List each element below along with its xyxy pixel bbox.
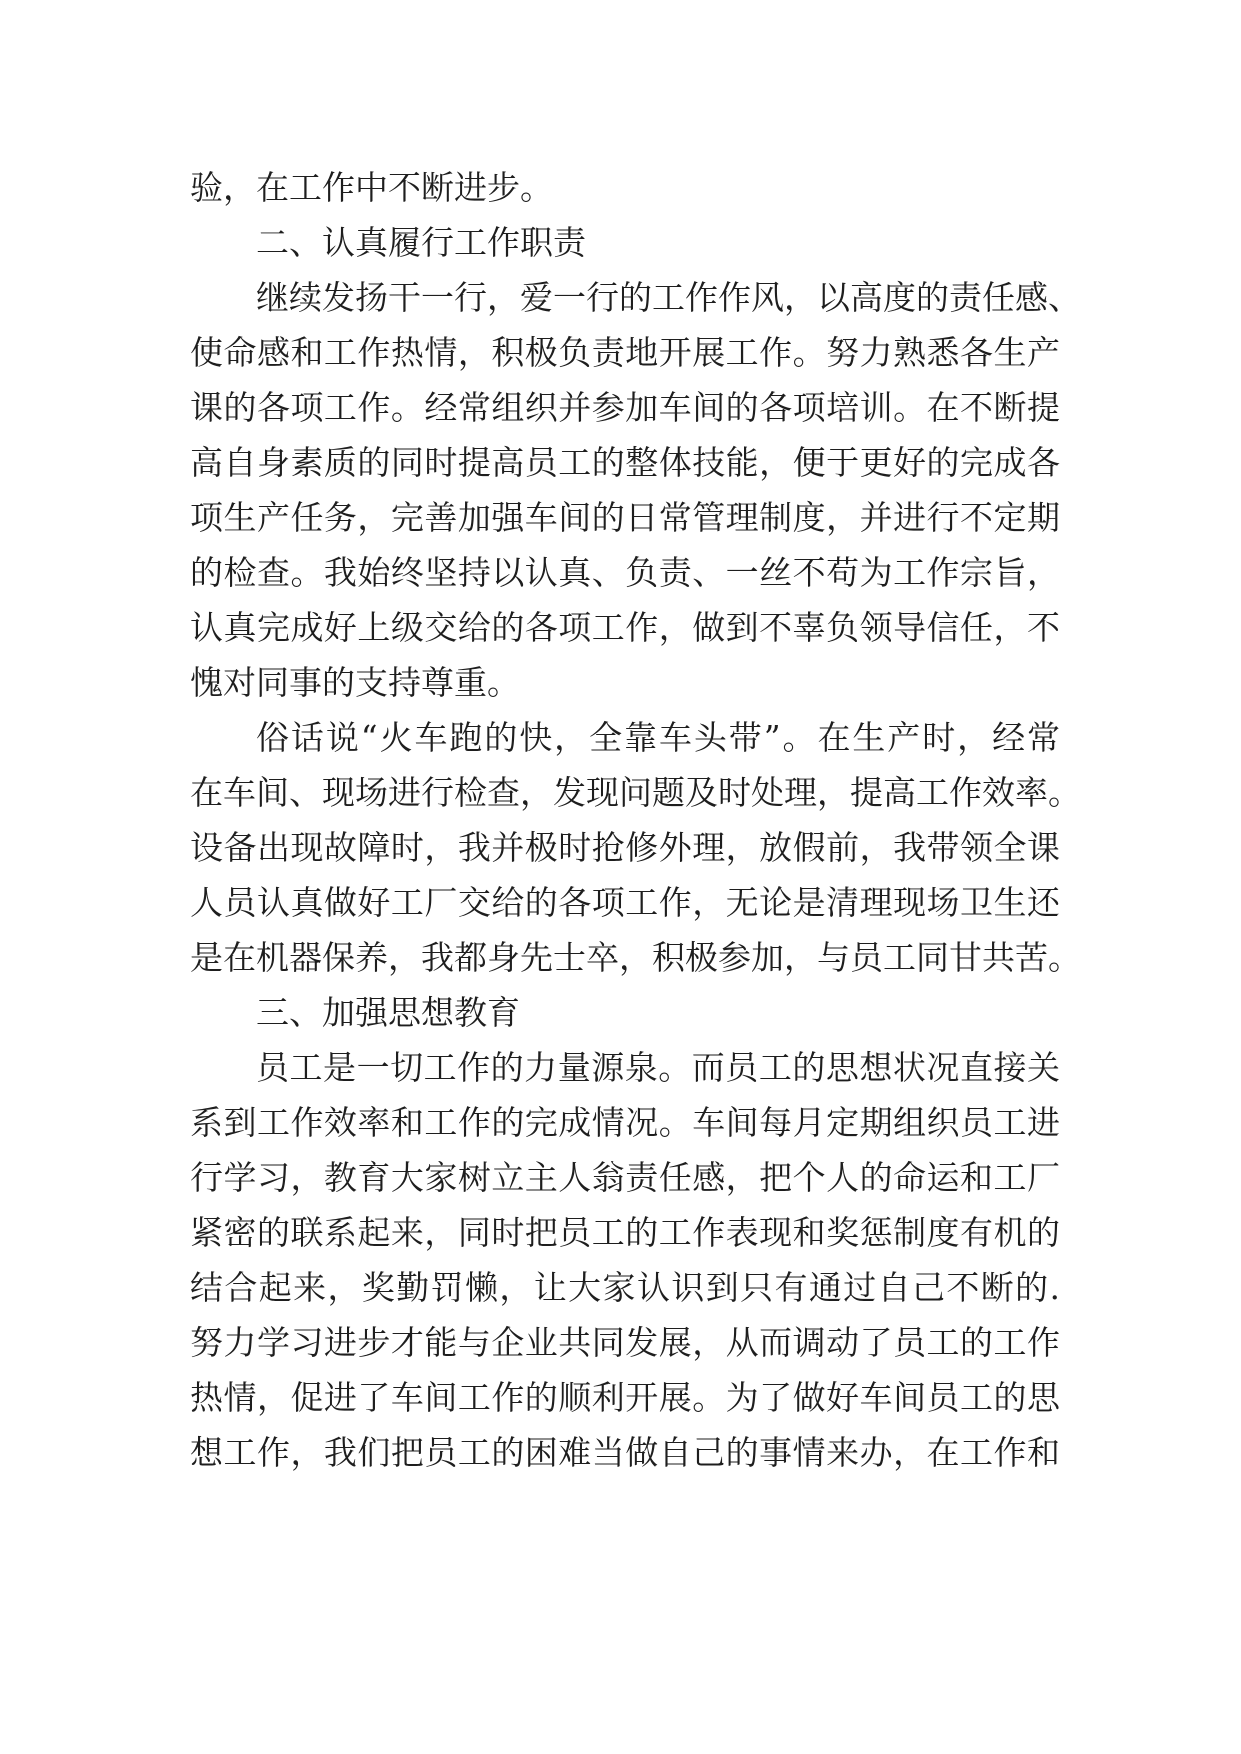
text-line: 使命感和工作热情，积极负责地开展工作。努力熟悉各生产: [190, 333, 1060, 372]
text-line: 验，在工作中不断进步。: [190, 168, 553, 207]
text-line: 员工是一切工作的力量源泉。而员工的思想状况直接关: [256, 1048, 1060, 1087]
text-line: 设备出现故障时，我并极时抢修外理，放假前，我带领全课: [190, 828, 1060, 867]
text-line: 在车间、现场进行检查，发现问题及时处理，提高工作效率。: [190, 773, 1081, 812]
text-line: 系到工作效率和工作的完成情况。车间每月定期组织员工进: [190, 1103, 1060, 1142]
text-line: 想工作，我们把员工的困难当做自己的事情来办，在工作和: [190, 1433, 1060, 1472]
text-line: 行学习，教育大家树立主人翁责任感，把个人的命运和工厂: [190, 1158, 1060, 1197]
text-line: 项生产任务，完善加强车间的日常管理制度，并进行不定期: [190, 498, 1060, 537]
text-line: 高自身素质的同时提高员工的整体技能，便于更好的完成各: [190, 443, 1060, 482]
text-line: 俗话说“火车跑的快，全靠车头带”。在生产时，经常: [256, 718, 1060, 757]
text-line: 热情，促进了车间工作的顺利开展。为了做好车间员工的思: [190, 1378, 1060, 1417]
section-heading: 二、认真履行工作职责: [256, 223, 586, 262]
text-line: 结合起来，奖勤罚懒，让大家认识到只有通过自己不断的.: [190, 1268, 1060, 1307]
section-heading: 三、加强思想教育: [256, 993, 520, 1032]
text-line: 是在机器保养，我都身先士卒，积极参加，与员工同甘共苦。: [190, 938, 1081, 977]
text-line: 认真完成好上级交给的各项工作，做到不辜负领导信任，不: [190, 608, 1060, 647]
text-line: 课的各项工作。经常组织并参加车间的各项培训。在不断提: [190, 388, 1060, 427]
text-line: 人员认真做好工厂交给的各项工作，无论是清理现场卫生还: [190, 883, 1060, 922]
text-line: 的检查。我始终坚持以认真、负责、一丝不苟为工作宗旨，: [190, 553, 1060, 592]
text-line: 努力学习进步才能与企业共同发展，从而调动了员工的工作: [190, 1323, 1060, 1362]
text-line: 继续发扬干一行，爱一行的工作作风，以高度的责任感、: [256, 278, 1081, 317]
text-line: 愧对同事的支持尊重。: [190, 663, 520, 702]
text-line: 紧密的联系起来，同时把员工的工作表现和奖惩制度有机的: [190, 1213, 1060, 1252]
